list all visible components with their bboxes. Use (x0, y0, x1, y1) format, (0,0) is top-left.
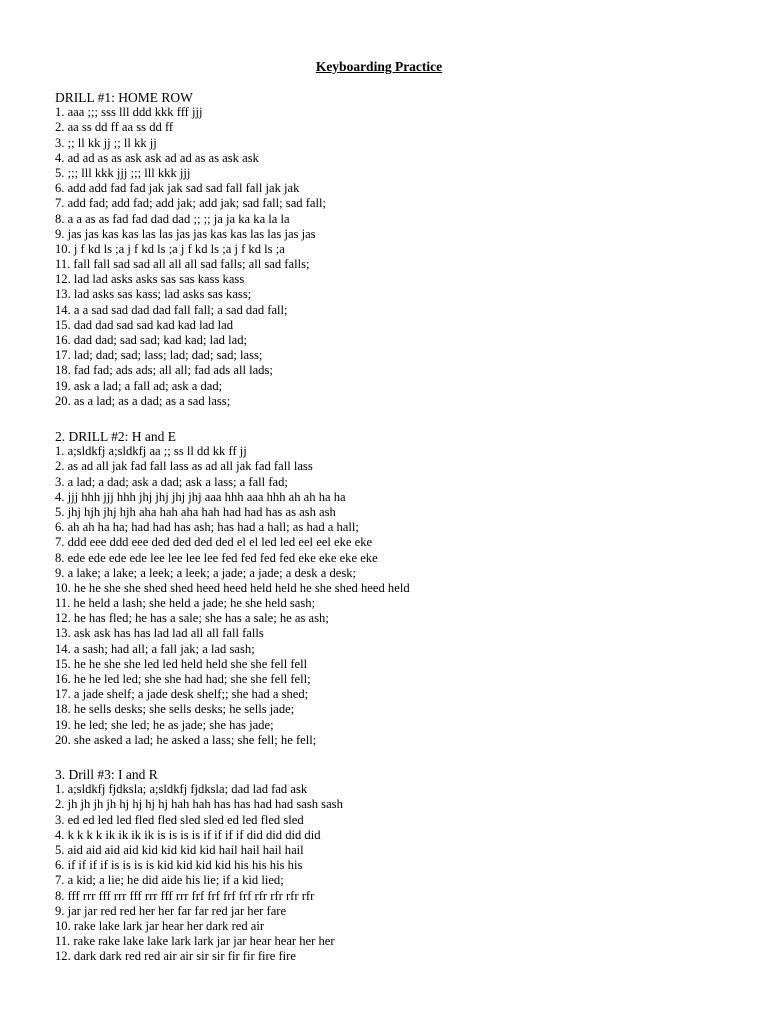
drill-line: 7. add fad; add fad; add jak; add jak; sad fall; sad fall; (55, 196, 327, 211)
drill-line: 8. a a as as fad fad dad dad ;; ;; ja ja ka ka la la (55, 211, 290, 226)
drill-line: 15. dad dad sad sad kad kad lad lad (55, 317, 234, 332)
drill-line: 2. jh jh jh jh hj hj hj hj hah hah has has had had sash sash (55, 797, 343, 812)
drill-line: 17. a jade shelf; a jade desk shelf;; she had a shed; (55, 687, 309, 702)
drill-line: 19. ask a lad; a fall ad; ask a dad; (55, 378, 223, 393)
drill-line: 20. she asked a lad; he asked a lass; she fell; he fell; (55, 732, 317, 747)
drill-line: 6. add add fad fad jak jak sad sad fall fall jak jak (55, 181, 300, 196)
drill-line: 10. rake lake lark jar hear her dark red air (55, 918, 265, 933)
drill-line: 14. a sash; had all; a fall jak; a lad sash; (55, 641, 255, 656)
drill-line: 3. ed ed led led fled fled sled sled ed led fled sled (55, 812, 304, 827)
drill-line: 9. a lake; a lake; a leek; a leek; a jade; a jade; a desk a desk; (55, 565, 357, 580)
drill-line: 2. aa ss dd ff aa ss dd ff (55, 120, 174, 135)
drill-line: 7. ddd eee ddd eee ded ded ded ded el el led led eel eel eke eke (55, 535, 373, 550)
drill-line: 2. as ad all jak fad fall lass as ad all jak fad fall lass (55, 459, 313, 474)
drill-line: 7. a kid; a lie; he did aide his lie; if a kid lied; (55, 873, 284, 888)
drill-line: 16. he he led led; she she had had; she she fell fell; (55, 672, 311, 686)
drill-line: 13. lad asks sas kass; lad asks sas kass; (55, 287, 252, 302)
drill-line: 18. he sells desks; she sells desks; he sells jade; (55, 702, 295, 717)
drill-line: 8. ede ede ede ede lee lee lee lee fed fed fed fed eke eke eke eke (55, 550, 378, 565)
drill-line: 8. fff rrr fff rrr fff rrr fff rrr frf frf frf frf rfr rfr rfr rfr (55, 888, 315, 903)
drill-line: 6. if if if if is is is is kid kid kid kid his his his his (55, 858, 303, 873)
drill-line: 15. he he she she led led held held she she fell fell (55, 656, 308, 671)
drill-line: 3. ;; ll kk jj ;; ll kk jj (55, 135, 157, 150)
drill-line: 20. as a lad; as a dad; as a sad lass; (55, 393, 231, 408)
drill-line: 17. lad; dad; sad; lass; lad; dad; sad; lass; (55, 348, 263, 363)
drill-line: 11. he held a lash; she held a jade; he she held sash; (55, 596, 316, 611)
drill-line: 1. a;sldkfj a;sldkfj aa ;; ss ll dd kk ff jj (55, 444, 247, 459)
section-drill-3 (55, 767, 755, 964)
drill-line: 1. aaa ;;; sss lll ddd kkk fff jjj (55, 105, 203, 120)
drill-line: 12. dark dark red red air air sir sir fir fir fire fire (55, 949, 296, 964)
drill-line: 9. jar jar red red her her far far red jar her fare (55, 903, 287, 918)
section-heading: DRILL #1: HOME ROW (55, 90, 193, 105)
drill-line: 5. jhj hjh jhj hjh aha hah aha hah had had has as ash ash (55, 504, 336, 519)
drill-line: 11. fall fall sad sad all all all sad falls; all sad falls; (55, 257, 310, 272)
drill-line: 12. he has fled; he has a sale; she has a sale; he as ash; (55, 611, 329, 626)
document-title: Keyboarding Practice (315, 59, 443, 74)
drill-line: 4. k k k k ik ik ik ik is is is is if if if if did did did did (55, 827, 321, 842)
section-drill-1 (55, 90, 755, 409)
drill-line: 10. he he she she shed shed heed heed held held he she shed heed held (55, 580, 410, 595)
section-drill-2 (55, 429, 755, 748)
drill-line: 5. aid aid aid aid kid kid kid kid hail hail hail hail (55, 842, 304, 857)
drill-line: 1. a;sldkfj fjdksla; a;sldkfj fjdksla; dad lad fad ask (55, 782, 308, 797)
drill-line: 16. dad dad; sad sad; kad kad; lad lad; (55, 333, 248, 347)
section-heading: 3. Drill #3: I and R (55, 767, 158, 782)
drill-line: 11. rake rake lake lake lark lark jar jar hear hear her her (55, 934, 335, 949)
drill-line: 5. ;;; lll kkk jjj ;;; lll kkk jjj (55, 165, 191, 180)
drill-line: 6. ah ah ha ha; had had has ash; has had a hall; as had a hall; (55, 520, 359, 535)
drill-line: 13. ask ask has has lad lad all all fall falls (55, 626, 264, 641)
drill-line: 12. lad lad asks asks sas sas kass kass (55, 272, 245, 287)
drill-line: 14. a a sad sad dad dad fall fall; a sad dad fall; (55, 302, 288, 317)
drill-line: 10. j f kd ls ;a j f kd ls ;a j f kd ls ;a j f kd ls ;a (55, 241, 285, 256)
drill-line: 19. he led; she led; he as jade; she has jade; (55, 717, 274, 732)
section-heading: 2. DRILL #2: H and E (55, 429, 176, 444)
drill-line: 18. fad fad; ads ads; all all; fad ads all lads; (55, 363, 273, 378)
drill-line: 9. jas jas kas kas las las jas jas kas kas las las jas jas (55, 226, 316, 241)
drill-line: 4. ad ad as as ask ask ad ad as as ask ask (55, 150, 259, 165)
drill-line: 3. a lad; a dad; ask a dad; ask a lass; a fall fad; (55, 474, 288, 489)
drill-line: 4. jjj hhh jjj hhh jhj jhj jhj jhj aaa hhh aaa hhh ah ah ha ha (55, 489, 346, 504)
